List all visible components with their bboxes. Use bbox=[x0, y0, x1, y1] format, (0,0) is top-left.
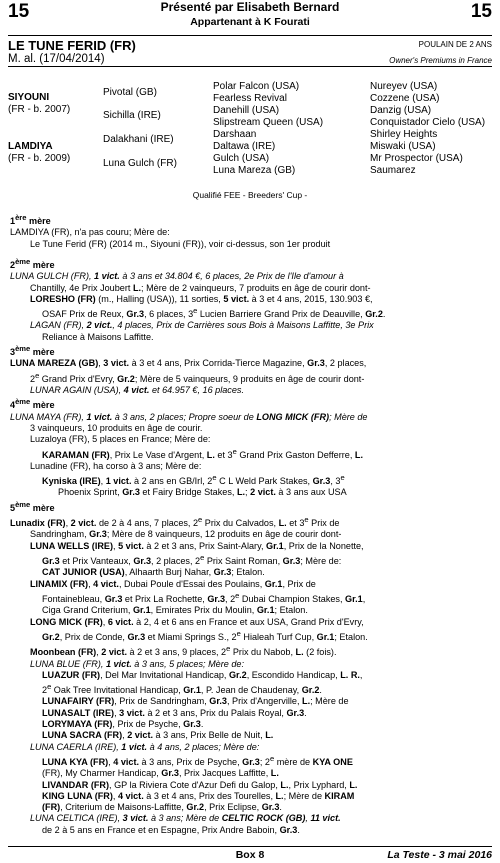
header-rule bbox=[8, 35, 492, 36]
pedigree-gen3: Polar Falcon (USA) bbox=[213, 81, 300, 92]
horse-name: LE TUNE FERID (FR) bbox=[8, 38, 136, 53]
pedigree-gen3: Daltawa (IRE) bbox=[213, 141, 276, 152]
pedigree-gen4: Danzig (USA) bbox=[370, 105, 432, 116]
pedigree-gen2: Dalakhani (IRE) bbox=[103, 134, 174, 145]
pedigree-gen3: Slipstream Queen (USA) bbox=[213, 117, 324, 128]
lot-number-right: 15 bbox=[470, 1, 492, 22]
pedigree-gen2: Sichilla (IRE) bbox=[103, 110, 161, 121]
sire-info: (FR - b. 2007) bbox=[8, 104, 71, 115]
pedigree-gen4: Cozzene (USA) bbox=[370, 93, 440, 104]
pedigree-gen4: Saumarez bbox=[370, 165, 416, 176]
pedigree-gen4: Miswaki (USA) bbox=[370, 141, 436, 152]
horse-rule bbox=[8, 66, 492, 67]
pedigree-gen2: Pivotal (GB) bbox=[103, 87, 157, 98]
sale-date: La Teste - 3 mai 2016 bbox=[387, 849, 492, 861]
pedigree-gen3: Luna Mareza (GB) bbox=[213, 165, 296, 176]
footer-rule bbox=[8, 846, 492, 847]
pedigree-gen3: Darshaan bbox=[213, 129, 257, 140]
qualification: Qualifié FEE - Breeders' Cup - bbox=[192, 190, 308, 200]
pedigree-gen3: Danehill (USA) bbox=[213, 105, 280, 116]
pedigree-gen4: Conquistador Cielo (USA) bbox=[370, 117, 486, 128]
family-notes: 1ère mère LAMDIYA (FR), n'a pas couru; Mère de: Le Tune Ferid (FR) (2014 m., Siyouni (FR)), voir ci-dessus, son 1er produit 2ème mère LUNA GULCH (FR), 1 vict. à 3 ans et 34.804 €, 6 places, 2e Prix de l'Ile d'amour à Chantilly, 4e Prix Joubert L.; Mère de 2 vainqueurs, 7 produits en âge de courir dont- LORESHO (FR) (m., Halling (USA)), 11 sorties, 5 vict. à 3 et 4 ans, 2015, 130.903 €, OSAF Prix de Reux, Gr.3, 6 places, 3e Lucien Barriere Grand Prix de Deauville, Gr.2. LAGAN (FR), 2 vict., 4 places, Prix de Carrières sous Bois à Maisons Laffitte, 3e Prix Reliance à Maisons Laffitte. 3ème mère LUNA MAREZA (GB), 3 vict. à 3 et 4 ans, Prix Corrida-Tierce Magazine, Gr.3, 2 places, 2e Grand Prix d'Evry, Gr.2; Mère de 5 vainqueurs, 9 produits en âge de courir dont- LUNAR AGAIN (USA), 4 vict. et 64.957 €, 16 places. 4ème mère LUNA MAYA (FR), 1 vict. à 3 ans, 2 places; Propre soeur de LONG MICK (FR); Mère de 3 vainqueurs, 10 produits en âge de courir. Luzaloya (FR), 5 places en France; Mère de: KARAMAN (FR), Prix Le Vase d'Argent, L. et 3e Grand Prix Gaston Defferre, L. Lunadine (FR), ha corso à 3 ans; Mère de: Kyniska (IRE), 1 vict. à 2 ans en GB/Irl, 2e C L Weld Park Stakes, Gr.3, 3e Phoenix Sprint, Gr.3 et Fairy Bridge Stakes, L.; 2 vict. à 3 ans aux USA 5ème mère Lunadix (FR), 2 vict. de 2 à 4 ans, 7 places, 2e Prix du Calvados, L. et 3e Prix de Sandringham, Gr.3; Mère de 8 vainqueurs, 12 produits en âge de courir dont- LUNA WELLS (IRE), 5 vict. à 2 et 3 ans, Prix Saint-Alary, Gr.1, Prix de la Nonette, Gr.3 et Prix Vanteaux, Gr.3, 2 places, 2e Prix Saint Roman, Gr.3; Mère de: CAT JUNIOR (USA), Alhaarth Burj Nahar, Gr.3; Etalon. LINAMIX (FR), 4 vict., Dubai Poule d'Essai des Poulains, Gr.1, Prix de Fontainebleau, Gr.3 et Prix La Rochette, Gr.3, 2e Dubai Champion Stakes, Gr.1, Ciga Grand Criterium, Gr.1, Emirates Prix du Moulin, Gr.1; Etalon. LONG MICK (FR), 6 vict. à 2, 4 et 6 ans en France et aux USA, Grand Prix d'Evry, Gr.2, Prix de Conde, Gr.3 et Miami Springs S., 2e Hialeah Turf Cup, Gr.1; Etalon. Moonbean (FR), 2 vict. à 2 et 3 ans, 9 places, 2e Prix du Nabob, L. (2 fois). LUNA BLUE (FR), 1 vict. à 3 ans, 5 places; Mère de: LUAZUR (FR), Del Mar Invitational Handicap, Gr.2, Escondido Handicap, L. R., 2e Oak Tree Invitational Handicap, Gr.1, P. Jean de Chaudenay, Gr.2. LUNAFAIRY (FR), Prix de Sandringham, Gr.3, Prix d'Angerville, L.; Mère de LUNASALT (IRE), 3 vict. à 2 et 3 ans, Prix du Palais Royal, Gr.3. LORYMAYA (FR), Prix de Psyche, Gr.3. LUNA SACRA (FR), 2 vict. à 3 ans, Prix Belle de Nuit, L. LUNA CAERLA (IRE), 1 vict. à 4 ans, 2 places; Mère de: LUNA KYA (FR), 4 vict. à 3 ans, Prix de Psyche, Gr.3; 2e mère de KYA ONE (FR), My Charmer Handicap, Gr.3, Prix Jacques Laffitte, L. LIVANDAR (FR), GP la Riviera Cote d'Azur Defi du Galop, L., Prix Lyphard, L. KING LUNA (FR), 4 vict. à 3 et 4 ans, Prix des Tourelles, L.; Mère de KIRAM (FR), Criterium de Maisons-Laffitte, Gr.2, Prix Eclipse, Gr.3. LUNA CELTICA (IRE), 3 vict. à 3 ans; Mère de CELTIC ROCK (GB), 11 vict. de 2 à 5 ans en France et en Espagne, Prix Andre Baboin, Gr.3. bbox=[10, 213, 386, 835]
sex-age: POULAIN DE 2 ANS bbox=[418, 40, 492, 49]
pedigree-gen3: Gulch (USA) bbox=[213, 153, 270, 164]
dam-info: (FR - b. 2009) bbox=[8, 153, 71, 164]
owner: Appartenant à K Fourati bbox=[190, 16, 310, 28]
pedigree-gen4: Mr Prospector (USA) bbox=[370, 153, 463, 164]
box-number: Box 8 bbox=[235, 849, 265, 861]
pedigree-gen3: Fearless Revival bbox=[213, 93, 287, 104]
catalogue-note: Owner's Premiums in France bbox=[389, 56, 492, 65]
pedigree-gen2: Luna Gulch (FR) bbox=[103, 158, 177, 169]
pedigree-gen4: Nureyev (USA) bbox=[370, 81, 438, 92]
dam-name: LAMDIYA bbox=[8, 141, 53, 152]
pedigree-gen4: Shirley Heights bbox=[370, 129, 438, 140]
presenter: Présenté par Elisabeth Bernard bbox=[160, 0, 340, 14]
lot-number-left: 15 bbox=[8, 1, 30, 22]
sire-name: SIYOUNI bbox=[8, 92, 50, 103]
horse-details: M. al. (17/04/2014) bbox=[8, 53, 105, 65]
header bbox=[0, 0, 500, 29]
